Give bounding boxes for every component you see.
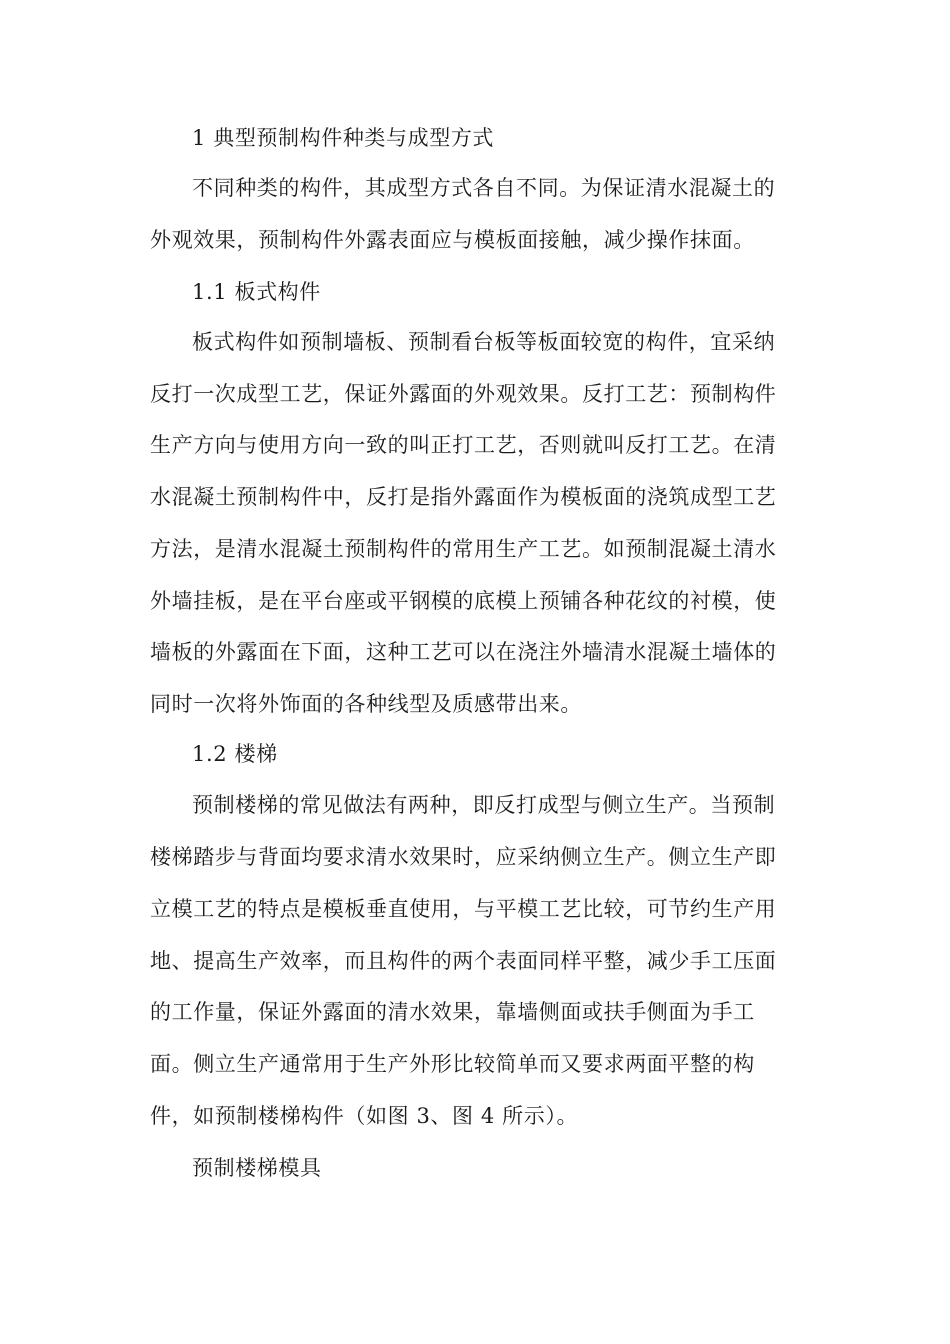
- intro-paragraph-line: 不同种类的构件，其成型方式各自不同。为保证清水混凝土的: [192, 176, 776, 200]
- section-1-1-paragraph-line: 反打一次成型工艺，保证外露面的外观效果。反打工艺：预制构件: [150, 382, 777, 406]
- section-1-1-paragraph-line: 墙板的外露面在下面，这种工艺可以在浇注外墙清水混凝土墙体的: [150, 640, 777, 664]
- section-heading-1-2: 1.2 楼梯: [192, 742, 278, 766]
- section-1-1-paragraph-line: 水混凝土预制构件中，反打是指外露面作为模板面的浇筑成型工艺: [150, 485, 777, 509]
- section-1-2-paragraph-line: 立模工艺的特点是模板垂直使用，与平模工艺比较，可节约生产用: [150, 897, 777, 921]
- section-1-2-paragraph-line: 预制楼梯的常见做法有两种，即反打成型与侧立生产。当预制: [192, 793, 776, 817]
- figure-caption: 预制楼梯模具: [192, 1156, 322, 1180]
- section-1-1-paragraph-line: 板式构件如预制墙板、预制看台板等板面较宽的构件，宜采纳: [192, 330, 776, 354]
- section-1-1-paragraph-line: 方法，是清水混凝土预制构件的常用生产工艺。如预制混凝土清水: [150, 537, 777, 561]
- section-1-1-paragraph-line: 外墙挂板，是在平台座或平钢模的底模上预铺各种花纹的衬模，使: [150, 589, 777, 613]
- section-1-2-paragraph-line: 的工作量，保证外露面的清水效果，靠墙侧面或扶手侧面为手工: [150, 1000, 755, 1024]
- section-1-2-paragraph-line: 楼梯踏步与背面均要求清水效果时，应采纳侧立生产。侧立生产即: [150, 845, 777, 869]
- section-heading-1: 1 典型预制构件种类与成型方式: [192, 126, 495, 150]
- section-1-2-paragraph-line: 件，如预制楼梯构件（如图 3、图 4 所示）。: [150, 1104, 579, 1128]
- section-1-2-paragraph-line: 面。侧立生产通常用于生产外形比较简单而又要求两面平整的构: [150, 1052, 755, 1076]
- section-1-1-paragraph-line: 生产方向与使用方向一致的叫正打工艺，否则就叫反打工艺。在清: [150, 433, 777, 457]
- section-heading-1-1: 1.1 板式构件: [192, 280, 321, 304]
- section-1-2-paragraph-line: 地、提高生产效率，而且构件的两个表面同样平整，减少手工压面: [150, 949, 777, 973]
- section-1-1-paragraph-line: 同时一次将外饰面的各种线型及质感带出来。: [150, 692, 582, 716]
- intro-paragraph-line: 外观效果，预制构件外露表面应与模板面接触，减少操作抹面。: [150, 228, 755, 252]
